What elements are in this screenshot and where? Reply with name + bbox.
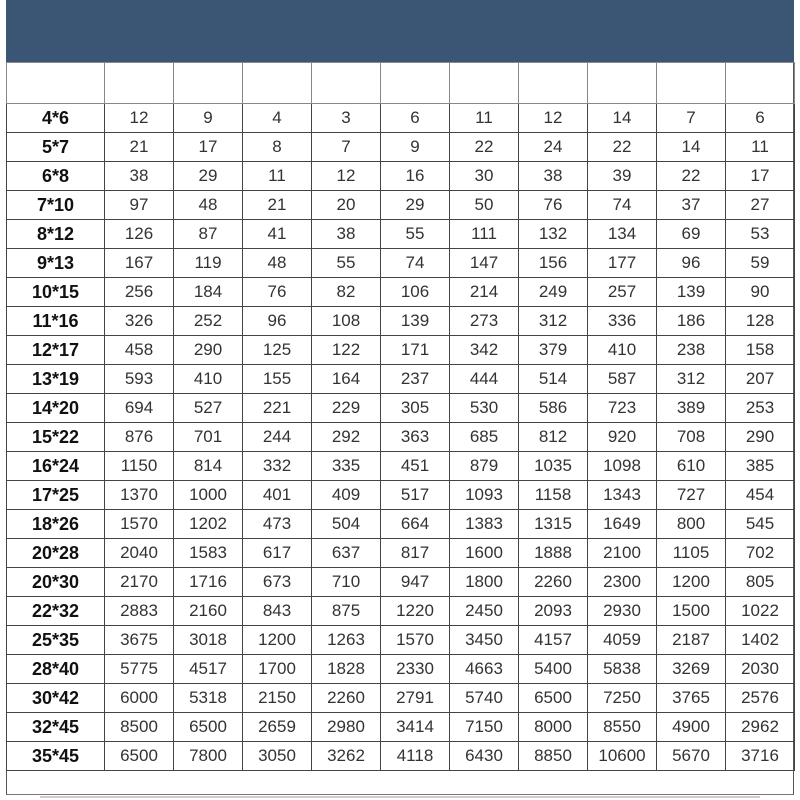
value-cell: 139: [381, 307, 450, 336]
value-cell: 2930: [588, 597, 657, 626]
value-cell: 947: [381, 568, 450, 597]
value-cell: 156: [519, 249, 588, 278]
value-cell: 2187: [657, 626, 726, 655]
header-cell: [657, 63, 726, 104]
value-cell: 2330: [381, 655, 450, 684]
value-cell: 586: [519, 394, 588, 423]
table-row: [7, 597, 795, 626]
table-row: [7, 191, 795, 220]
size-label-cell: 30*42: [7, 684, 105, 713]
value-cell: 122: [312, 336, 381, 365]
size-label-cell: 8*12: [7, 220, 105, 249]
value-cell: 326: [105, 307, 174, 336]
value-cell: 125: [243, 336, 312, 365]
value-cell: 12: [105, 104, 174, 133]
value-cell: 3675: [105, 626, 174, 655]
size-label-cell: 15*22: [7, 423, 105, 452]
value-cell: 530: [450, 394, 519, 423]
value-cell: 517: [381, 481, 450, 510]
value-cell: 410: [588, 336, 657, 365]
value-cell: 409: [312, 481, 381, 510]
value-cell: 82: [312, 278, 381, 307]
header-cell: [105, 63, 174, 104]
value-cell: 290: [174, 336, 243, 365]
size-label-cell: 6*8: [7, 162, 105, 191]
value-cell: 3450: [450, 626, 519, 655]
value-cell: 76: [243, 278, 312, 307]
value-cell: 6500: [174, 713, 243, 742]
value-cell: 389: [657, 394, 726, 423]
value-cell: 5670: [657, 742, 726, 771]
value-cell: 1343: [588, 481, 657, 510]
value-cell: 6000: [105, 684, 174, 713]
value-cell: 6500: [105, 742, 174, 771]
value-cell: 128: [726, 307, 795, 336]
value-cell: 1828: [312, 655, 381, 684]
size-label-cell: 7*10: [7, 191, 105, 220]
value-cell: 451: [381, 452, 450, 481]
size-label-cell: 32*45: [7, 713, 105, 742]
value-cell: 21: [105, 133, 174, 162]
value-cell: 90: [726, 278, 795, 307]
size-label-cell: 20*28: [7, 539, 105, 568]
value-cell: 184: [174, 278, 243, 307]
value-cell: 710: [312, 568, 381, 597]
value-cell: 3716: [726, 742, 795, 771]
value-cell: 108: [312, 307, 381, 336]
value-cell: 29: [381, 191, 450, 220]
value-cell: 164: [312, 365, 381, 394]
size-label-cell: 12*17: [7, 336, 105, 365]
value-cell: 3262: [312, 742, 381, 771]
value-cell: 96: [657, 249, 726, 278]
value-cell: 3414: [381, 713, 450, 742]
value-cell: 186: [657, 307, 726, 336]
value-cell: 3: [312, 104, 381, 133]
value-cell: 249: [519, 278, 588, 307]
value-cell: 875: [312, 597, 381, 626]
value-cell: 1200: [657, 568, 726, 597]
value-cell: 38: [312, 220, 381, 249]
value-cell: 111: [450, 220, 519, 249]
value-cell: 1022: [726, 597, 795, 626]
value-cell: 7250: [588, 684, 657, 713]
size-price-table: [6, 62, 795, 771]
value-cell: 11: [726, 133, 795, 162]
value-cell: 694: [105, 394, 174, 423]
value-cell: 76: [519, 191, 588, 220]
value-cell: 817: [381, 539, 450, 568]
size-label-cell: 10*15: [7, 278, 105, 307]
value-cell: 444: [450, 365, 519, 394]
value-cell: 610: [657, 452, 726, 481]
table-row: [7, 713, 795, 742]
value-cell: 38: [105, 162, 174, 191]
value-cell: 4118: [381, 742, 450, 771]
value-cell: 221: [243, 394, 312, 423]
table-body: [7, 63, 795, 771]
value-cell: 514: [519, 365, 588, 394]
value-cell: 8550: [588, 713, 657, 742]
value-cell: 1402: [726, 626, 795, 655]
value-cell: 96: [243, 307, 312, 336]
value-cell: 1315: [519, 510, 588, 539]
value-cell: 253: [726, 394, 795, 423]
value-cell: 1370: [105, 481, 174, 510]
value-cell: 1220: [381, 597, 450, 626]
value-cell: 2040: [105, 539, 174, 568]
value-cell: 1716: [174, 568, 243, 597]
value-cell: 41: [243, 220, 312, 249]
value-cell: 9: [381, 133, 450, 162]
value-cell: 4: [243, 104, 312, 133]
value-cell: 257: [588, 278, 657, 307]
value-cell: 177: [588, 249, 657, 278]
header-cell: [450, 63, 519, 104]
value-cell: 171: [381, 336, 450, 365]
value-cell: 106: [381, 278, 450, 307]
value-cell: 800: [657, 510, 726, 539]
header-cell: [7, 63, 105, 104]
value-cell: 38: [519, 162, 588, 191]
table-row: [7, 394, 795, 423]
size-label-cell: 16*24: [7, 452, 105, 481]
value-cell: 805: [726, 568, 795, 597]
header-cell: [174, 63, 243, 104]
value-cell: 3050: [243, 742, 312, 771]
value-cell: 237: [381, 365, 450, 394]
value-cell: 1888: [519, 539, 588, 568]
table-row: [7, 162, 795, 191]
value-cell: 312: [657, 365, 726, 394]
table-row: [7, 423, 795, 452]
value-cell: 305: [381, 394, 450, 423]
value-cell: 385: [726, 452, 795, 481]
table-row: [7, 365, 795, 394]
value-cell: 4900: [657, 713, 726, 742]
table-row: [7, 104, 795, 133]
value-cell: 59: [726, 249, 795, 278]
value-cell: 238: [657, 336, 726, 365]
value-cell: 30: [450, 162, 519, 191]
value-cell: 22: [657, 162, 726, 191]
value-cell: 17: [726, 162, 795, 191]
value-cell: 139: [657, 278, 726, 307]
value-cell: 6500: [519, 684, 588, 713]
table-row: [7, 626, 795, 655]
header-cell: [726, 63, 795, 104]
value-cell: 1649: [588, 510, 657, 539]
value-cell: 812: [519, 423, 588, 452]
size-label-cell: 25*35: [7, 626, 105, 655]
value-cell: 8500: [105, 713, 174, 742]
bottom-edge-line: [40, 796, 760, 798]
value-cell: 5740: [450, 684, 519, 713]
value-cell: 290: [726, 423, 795, 452]
value-cell: 17: [174, 133, 243, 162]
value-cell: 167: [105, 249, 174, 278]
value-cell: 2980: [312, 713, 381, 742]
value-cell: 6430: [450, 742, 519, 771]
size-label-cell: 17*25: [7, 481, 105, 510]
value-cell: 473: [243, 510, 312, 539]
value-cell: 708: [657, 423, 726, 452]
table-header-row: [7, 63, 795, 104]
size-label-cell: 14*20: [7, 394, 105, 423]
table-row: [7, 133, 795, 162]
value-cell: 504: [312, 510, 381, 539]
value-cell: 587: [588, 365, 657, 394]
value-cell: 336: [588, 307, 657, 336]
value-cell: 132: [519, 220, 588, 249]
value-cell: 5838: [588, 655, 657, 684]
value-cell: 3018: [174, 626, 243, 655]
table-row: [7, 655, 795, 684]
value-cell: 545: [726, 510, 795, 539]
value-cell: 50: [450, 191, 519, 220]
value-cell: 256: [105, 278, 174, 307]
value-cell: 876: [105, 423, 174, 452]
value-cell: 617: [243, 539, 312, 568]
value-cell: 2150: [243, 684, 312, 713]
value-cell: 673: [243, 568, 312, 597]
value-cell: 29: [174, 162, 243, 191]
value-cell: 4059: [588, 626, 657, 655]
value-cell: 74: [381, 249, 450, 278]
value-cell: 12: [312, 162, 381, 191]
value-cell: 53: [726, 220, 795, 249]
value-cell: 1035: [519, 452, 588, 481]
size-label-cell: 5*7: [7, 133, 105, 162]
value-cell: 55: [381, 220, 450, 249]
value-cell: 7800: [174, 742, 243, 771]
value-cell: 332: [243, 452, 312, 481]
value-cell: 685: [450, 423, 519, 452]
size-label-cell: 4*6: [7, 104, 105, 133]
value-cell: 1600: [450, 539, 519, 568]
value-cell: 1098: [588, 452, 657, 481]
header-cell: [381, 63, 450, 104]
value-cell: 410: [174, 365, 243, 394]
value-cell: 244: [243, 423, 312, 452]
size-label-cell: 22*32: [7, 597, 105, 626]
value-cell: 5775: [105, 655, 174, 684]
size-label-cell: 18*26: [7, 510, 105, 539]
value-cell: 2260: [519, 568, 588, 597]
table-row: [7, 452, 795, 481]
value-cell: 2791: [381, 684, 450, 713]
value-cell: 312: [519, 307, 588, 336]
value-cell: 55: [312, 249, 381, 278]
value-cell: 879: [450, 452, 519, 481]
value-cell: 8: [243, 133, 312, 162]
value-cell: 363: [381, 423, 450, 452]
value-cell: 21: [243, 191, 312, 220]
value-cell: 4157: [519, 626, 588, 655]
header-cell: [519, 63, 588, 104]
value-cell: 2450: [450, 597, 519, 626]
value-cell: 342: [450, 336, 519, 365]
value-cell: 97: [105, 191, 174, 220]
value-cell: 637: [312, 539, 381, 568]
value-cell: 155: [243, 365, 312, 394]
value-cell: 1263: [312, 626, 381, 655]
size-label-cell: 11*16: [7, 307, 105, 336]
value-cell: 37: [657, 191, 726, 220]
value-cell: 1000: [174, 481, 243, 510]
value-cell: 379: [519, 336, 588, 365]
value-cell: 2576: [726, 684, 795, 713]
value-cell: 1200: [243, 626, 312, 655]
table-row: [7, 336, 795, 365]
value-cell: 8000: [519, 713, 588, 742]
value-cell: 727: [657, 481, 726, 510]
value-cell: 2659: [243, 713, 312, 742]
size-label-cell: 13*19: [7, 365, 105, 394]
value-cell: 147: [450, 249, 519, 278]
value-cell: 214: [450, 278, 519, 307]
value-cell: 1150: [105, 452, 174, 481]
value-cell: 10600: [588, 742, 657, 771]
value-cell: 229: [312, 394, 381, 423]
value-cell: 27: [726, 191, 795, 220]
table-row: [7, 249, 795, 278]
value-cell: 1570: [105, 510, 174, 539]
value-cell: 5400: [519, 655, 588, 684]
value-cell: 3269: [657, 655, 726, 684]
value-cell: 1570: [381, 626, 450, 655]
value-cell: 2093: [519, 597, 588, 626]
value-cell: 1500: [657, 597, 726, 626]
value-cell: 920: [588, 423, 657, 452]
value-cell: 1800: [450, 568, 519, 597]
value-cell: 158: [726, 336, 795, 365]
value-cell: 39: [588, 162, 657, 191]
value-cell: 126: [105, 220, 174, 249]
value-cell: 9: [174, 104, 243, 133]
table-row: [7, 568, 795, 597]
value-cell: 1583: [174, 539, 243, 568]
value-cell: 3765: [657, 684, 726, 713]
value-cell: 7: [312, 133, 381, 162]
value-cell: 4517: [174, 655, 243, 684]
value-cell: 335: [312, 452, 381, 481]
value-cell: 2030: [726, 655, 795, 684]
value-cell: 401: [243, 481, 312, 510]
value-cell: 48: [174, 191, 243, 220]
value-cell: 7150: [450, 713, 519, 742]
table-row: [7, 220, 795, 249]
value-cell: 292: [312, 423, 381, 452]
value-cell: 458: [105, 336, 174, 365]
value-cell: 702: [726, 539, 795, 568]
value-cell: 252: [174, 307, 243, 336]
value-cell: 701: [174, 423, 243, 452]
value-cell: 1202: [174, 510, 243, 539]
value-cell: 20: [312, 191, 381, 220]
header-cell: [243, 63, 312, 104]
value-cell: 14: [657, 133, 726, 162]
size-label-cell: 9*13: [7, 249, 105, 278]
value-cell: 22: [588, 133, 657, 162]
value-cell: 2300: [588, 568, 657, 597]
value-cell: 527: [174, 394, 243, 423]
header-cell: [588, 63, 657, 104]
size-label-cell: 20*30: [7, 568, 105, 597]
size-label-cell: 28*40: [7, 655, 105, 684]
value-cell: 119: [174, 249, 243, 278]
value-cell: 814: [174, 452, 243, 481]
header-cell: [312, 63, 381, 104]
value-cell: 1383: [450, 510, 519, 539]
value-cell: 1700: [243, 655, 312, 684]
value-cell: 2260: [312, 684, 381, 713]
value-cell: 8850: [519, 742, 588, 771]
value-cell: 74: [588, 191, 657, 220]
value-cell: 14: [588, 104, 657, 133]
value-cell: 11: [450, 104, 519, 133]
value-cell: 5318: [174, 684, 243, 713]
table-row: [7, 510, 795, 539]
value-cell: 2883: [105, 597, 174, 626]
value-cell: 207: [726, 365, 795, 394]
value-cell: 7: [657, 104, 726, 133]
value-cell: 2962: [726, 713, 795, 742]
value-cell: 843: [243, 597, 312, 626]
value-cell: 2160: [174, 597, 243, 626]
value-cell: 24: [519, 133, 588, 162]
value-cell: 69: [657, 220, 726, 249]
value-cell: 273: [450, 307, 519, 336]
value-cell: 6: [381, 104, 450, 133]
value-cell: 593: [105, 365, 174, 394]
table-row: [7, 307, 795, 336]
value-cell: 723: [588, 394, 657, 423]
header-band: [6, 0, 794, 62]
table-row: [7, 278, 795, 307]
table-row: [7, 684, 795, 713]
value-cell: 664: [381, 510, 450, 539]
size-label-cell: 35*45: [7, 742, 105, 771]
value-cell: 2100: [588, 539, 657, 568]
table-row: [7, 481, 795, 510]
value-cell: 87: [174, 220, 243, 249]
value-cell: 16: [381, 162, 450, 191]
value-cell: 1158: [519, 481, 588, 510]
value-cell: 134: [588, 220, 657, 249]
value-cell: 4663: [450, 655, 519, 684]
value-cell: 6: [726, 104, 795, 133]
value-cell: 1093: [450, 481, 519, 510]
value-cell: 11: [243, 162, 312, 191]
value-cell: 22: [450, 133, 519, 162]
value-cell: 454: [726, 481, 795, 510]
table-row: [7, 742, 795, 771]
table-row: [7, 539, 795, 568]
value-cell: 12: [519, 104, 588, 133]
value-cell: 1105: [657, 539, 726, 568]
value-cell: 2170: [105, 568, 174, 597]
value-cell: 48: [243, 249, 312, 278]
